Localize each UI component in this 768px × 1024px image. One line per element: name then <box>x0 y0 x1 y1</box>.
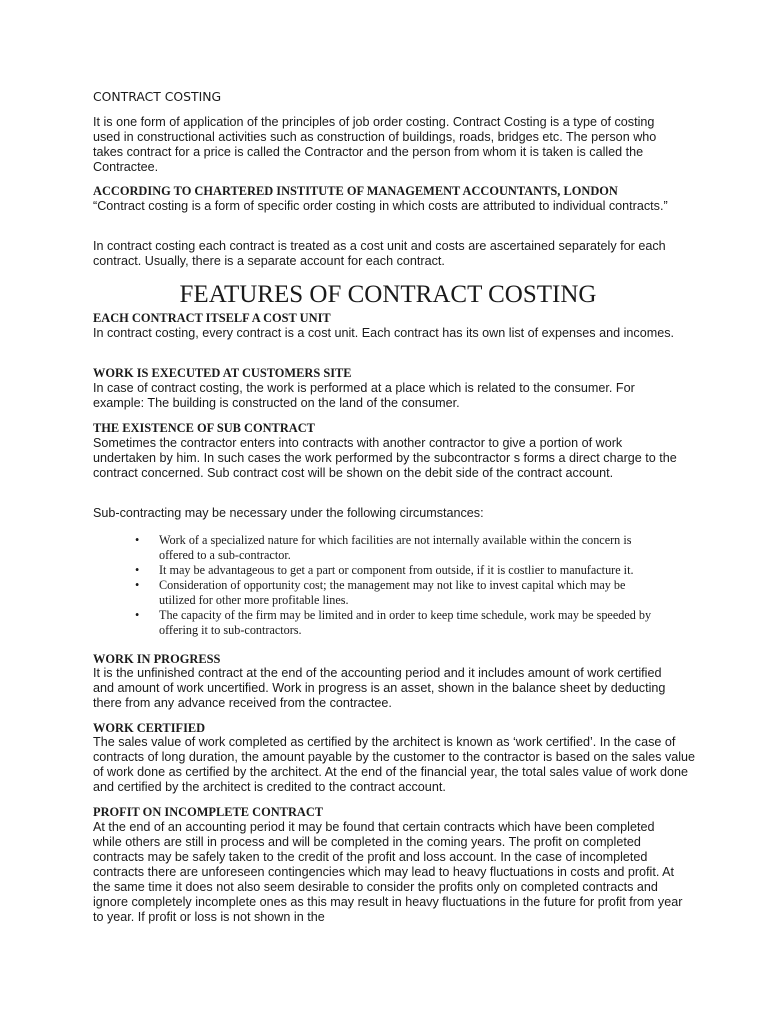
work-certified-heading: WORK CERTIFIED <box>93 721 206 735</box>
section-body: In contract costing, every contract is a cost unit. Each contract has its own list of expenses and incomes. <box>93 326 674 340</box>
list-item <box>93 578 653 608</box>
doc-small-title: CONTRACT COSTING <box>93 89 222 104</box>
section-heading: EACH CONTRACT ITSELF A COST UNIT <box>93 311 331 325</box>
list-item-text: It may be advantageous to get a part or component from outside, if it is costlier to manufacture it. <box>159 563 634 577</box>
section-heading: THE EXISTENCE OF SUB CONTRACT <box>93 421 315 435</box>
intro-paragraph: It is one form of application of the principles of job order costing. Contract Costing is a type of costing used in constructional activities such as construction of buildings, roads, bridges etc. The person who takes contract for a price is called the Contractor and the person from whom it is taken is called the Contractee. <box>93 115 657 174</box>
bullet-icon: • <box>135 563 140 577</box>
section-body: Sometimes the contractor enters into contracts with another contractor to give a portion of work undertaken by him. In such cases the work performed by the subcontractor s forms a direct charge to the contract concerned. Sub contract cost will be shown on the debit side of the contract account. <box>93 436 677 480</box>
section-body: In case of contract costing, the work is performed at a place which is related to the consumer. For example: The building is constructed on the land of the consumer. <box>93 381 635 410</box>
list-item <box>93 608 653 638</box>
cima-heading: ACCORDING TO CHARTERED INSTITUTE OF MANAGEMENT ACCOUNTANTS, LONDON <box>93 184 618 198</box>
bullet-icon: • <box>135 608 140 622</box>
list-item-text: Work of a specialized nature for which facilities are not internally available within the concern is offered to a sub-contractor. <box>159 533 632 562</box>
profit-incomplete-body: At the end of an accounting period it may be found that certain contracts which have been completed while others are still in process and will be completed in the coming years. The profit on completed contracts may be safely taken to the credit of the profit and loss account. In the case of incompleted contracts there are unforeseen contingencies which may lead to heavy fluctuations in costs and profit. At the same time it does not also seem desirable to consider the profits only on completed contracts and ignore completely incomplete ones as this may result in heavy fluctuations in the future for profit from year to year. If profit or loss is not shown in the <box>93 820 683 924</box>
subcontract-bullet-list <box>93 533 653 638</box>
profit-incomplete-heading: PROFIT ON INCOMPLETE CONTRACT <box>93 805 324 819</box>
list-item-text: The capacity of the firm may be limited and in order to keep time schedule, work may be speeded by offering it to sub-contractors. <box>159 608 652 637</box>
wip-heading: WORK IN PROGRESS <box>93 652 221 666</box>
list-item-text: Consideration of opportunity cost; the management may not like to invest capital which may be utilized for other more profitable lines. <box>159 578 626 607</box>
list-item <box>93 533 653 563</box>
list-item <box>93 563 653 578</box>
bullet-icon: • <box>135 533 140 547</box>
cost-unit-paragraph: In contract costing each contract is treated as a cost unit and costs are ascertained separately for each contract. Usually, there is a separate account for each contract. <box>93 239 666 268</box>
features-title: FEATURES OF CONTRACT COSTING <box>179 281 597 308</box>
wip-body: It is the unfinished contract at the end of the accounting period and it includes amount of work certified and amount of work uncertified. Work in progress is an asset, shown in the balance sheet by deducting there from any advance received from the contractee. <box>93 666 666 710</box>
cima-quote: “Contract costing is a form of specific order costing in which costs are attributed to individual contracts.” <box>93 199 668 213</box>
subcontract-intro: Sub-contracting may be necessary under the following circumstances: <box>93 506 484 520</box>
bullet-icon: • <box>135 578 140 592</box>
section-heading: WORK IS EXECUTED AT CUSTOMERS SITE <box>93 366 352 380</box>
work-certified-body: The sales value of work completed as certified by the architect is known as ‘work certified’. In the case of contracts of long duration, the amount payable by the customer to the contractor is based on the sales value of work done as certified by the architect. At the end of the financial year, the total sales value of work done and certified by the architect is credited to the contract account. <box>93 735 696 794</box>
